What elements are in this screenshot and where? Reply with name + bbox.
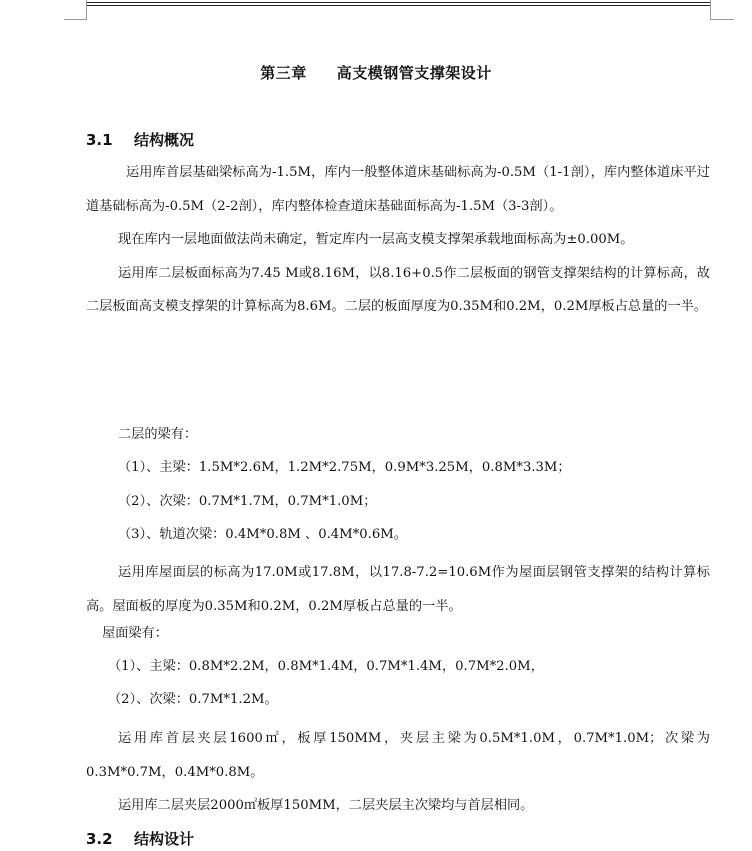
crop-mark-right-v bbox=[710, 0, 711, 20]
list-heading: 屋面梁有： bbox=[102, 626, 168, 641]
crop-mark-left-v bbox=[86, 0, 87, 20]
crop-mark-left-h bbox=[64, 19, 86, 20]
section-title: 结构设计 bbox=[134, 830, 195, 848]
paragraph: 运用库二层夹层2000㎡板厚150MM，二层夹层主次梁均与首层相同。 bbox=[118, 798, 534, 813]
chapter-title bbox=[0, 62, 752, 83]
header-rule-top bbox=[86, 2, 710, 3]
chapter-number: 第三章 bbox=[260, 64, 307, 82]
list-item: （2）、次梁：0.7M*1.7M，0.7M*1.0M； bbox=[118, 494, 377, 509]
list-item: （2）、次梁：0.7M*1.2M。 bbox=[108, 692, 278, 707]
section-heading-3-2 bbox=[86, 828, 194, 849]
roof-beam-list bbox=[86, 622, 710, 722]
chapter-name: 高支模钢管支撑架设计 bbox=[336, 64, 492, 82]
paragraph: 运用库首层夹层1600㎡，板厚150MM，夹层主梁为0.5M*1.0M，0.7M*1.0M；次梁为0.3M*0.7M，0.4M*0.8M。 bbox=[86, 731, 710, 780]
body-text-mezzanine bbox=[86, 722, 710, 823]
list-heading: 二层的梁有： bbox=[118, 427, 198, 442]
section-number: 3.2 bbox=[86, 830, 113, 848]
paragraph: 运用库首层基础梁标高为-1.5M，库内一般整体道床基础标高为-0.5M（1-1剖），库内整体道床平过道基础标高为-0.5M（2-2剖），库内整体检查道床基础面标高为-1.5M（3-3剖）。 bbox=[86, 165, 710, 214]
body-text-roof bbox=[86, 556, 710, 623]
body-text bbox=[86, 156, 710, 324]
section-title: 结构概况 bbox=[134, 131, 195, 149]
paragraph: 现在库内一层地面做法尚未确定，暂定库内一层高支模支撑架承载地面标高为±0.00M。 bbox=[118, 232, 634, 247]
header-rule-bottom bbox=[86, 5, 710, 6]
list-item: （1）、主梁：0.8M*2.2M，0.8M*1.4M，0.7M*1.4M，0.7M*2.0M， bbox=[108, 659, 544, 674]
list-item: （1）、主梁：1.5M*2.6M，1.2M*2.75M，0.9M*3.25M，0.8M*3.3M； bbox=[118, 460, 571, 475]
section-number: 3.1 bbox=[86, 131, 113, 149]
paragraph: 运用库屋面层的标高为17.0M或17.8M，以17.8-7.2=10.6M作为屋面层钢管支撑架的结构计算标高。屋面板的厚度为0.35M和0.2M，0.2M厚板占总量的一半。 bbox=[86, 565, 710, 614]
section-heading-3-1 bbox=[86, 129, 194, 150]
crop-mark-right-h bbox=[710, 19, 734, 20]
paragraph: 运用库二层板面标高为7.45 M或8.16M，以8.16+0.5作二层板面的钢管支撑架结构的计算标高，故二层板面高支模支撑架的计算标高为8.6M。二层的板面厚度为0.35M和0.2M，0.2M厚板占总量的一半。 bbox=[86, 265, 710, 314]
list-item: （3）、轨道次梁：0.4M*0.8M 、0.4M*0.6M。 bbox=[118, 527, 407, 542]
